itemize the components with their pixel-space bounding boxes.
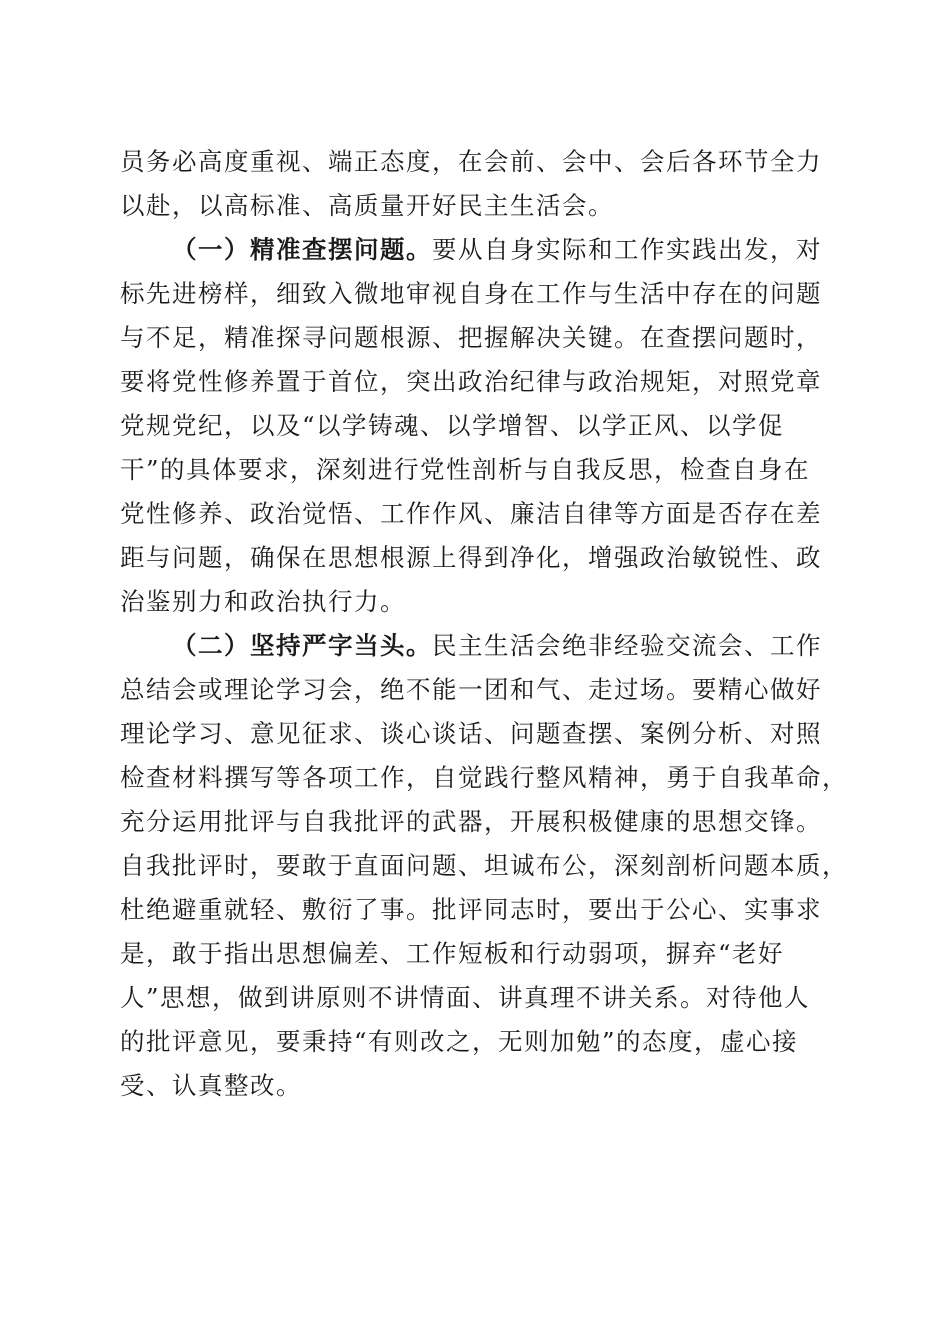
section-2-heading: （二）坚持严字当头。 [172,631,432,660]
text-line: 要将党性修养置于首位，突出政治纪律与政治规矩，对照党章 [120,367,822,396]
section-1-first-line [120,228,832,272]
text-line: 是，敢于指出思想偏差、工作短板和行动弱项，摒弃“老好 [120,939,785,968]
text-line: 人”思想，做到讲原则不讲情面、讲真理不讲关系。对待他人 [120,983,811,1012]
section-1-first-line-text: 要从自身实际和工作实践出发，对 [432,235,822,264]
text-line: 自我批评时，要敢于直面问题、坦诚布公，深刻剖析问题本质， [120,851,848,880]
text-line: 总结会或理论学习会，绝不能一团和气、走过场。要精心做好 [120,675,822,704]
text-line: 党性修养、政治觉悟、工作作风、廉洁自律等方面是否存在差 [120,499,822,528]
text-line: 理论学习、意见征求、谈心谈话、问题查摆、案例分析、对照 [120,719,822,748]
text-line: 杜绝避重就轻、敷衍了事。批评同志时，要出于公心、实事求 [120,895,822,924]
text-line: 治鉴别力和政治执行力。 [120,587,406,616]
section-2-first-line [120,624,832,668]
text-line: 的批评意见，要秉持“有则改之，无则加勉”的态度，虚心接 [120,1027,799,1056]
section-1-heading: （一）精准查摆问题。 [172,235,432,264]
text-line: 以赴，以高标准、高质量开好民主生活会。 [120,191,614,220]
text-line: 干”的具体要求，深刻进行党性剖析与自我反思，检查自身在 [120,455,811,484]
text-line: 党规党纪，以及“以学铸魂、以学增智、以学正风、以学促 [120,411,785,440]
section-2-first-line-text: 民主生活会绝非经验交流会、工作 [432,631,822,660]
text-line: 检查材料撰写等各项工作，自觉践行整风精神，勇于自我革命， [120,763,848,792]
text-line: 受、认真整改。 [120,1071,302,1100]
text-line: 距与问题，确保在思想根源上得到净化，增强政治敏锐性、政 [120,543,822,572]
text-line: 与不足，精准探寻问题根源、把握解决关键。在查摆问题时， [120,323,822,352]
text-line: 员务必高度重视、端正态度，在会前、会中、会后各环节全力 [120,147,822,176]
text-line: 充分运用批评与自我批评的武器，开展积极健康的思想交锋。 [120,807,822,836]
body-text [120,140,848,1108]
text-line: 标先进榜样，细致入微地审视自身在工作与生活中存在的问题 [120,279,822,308]
